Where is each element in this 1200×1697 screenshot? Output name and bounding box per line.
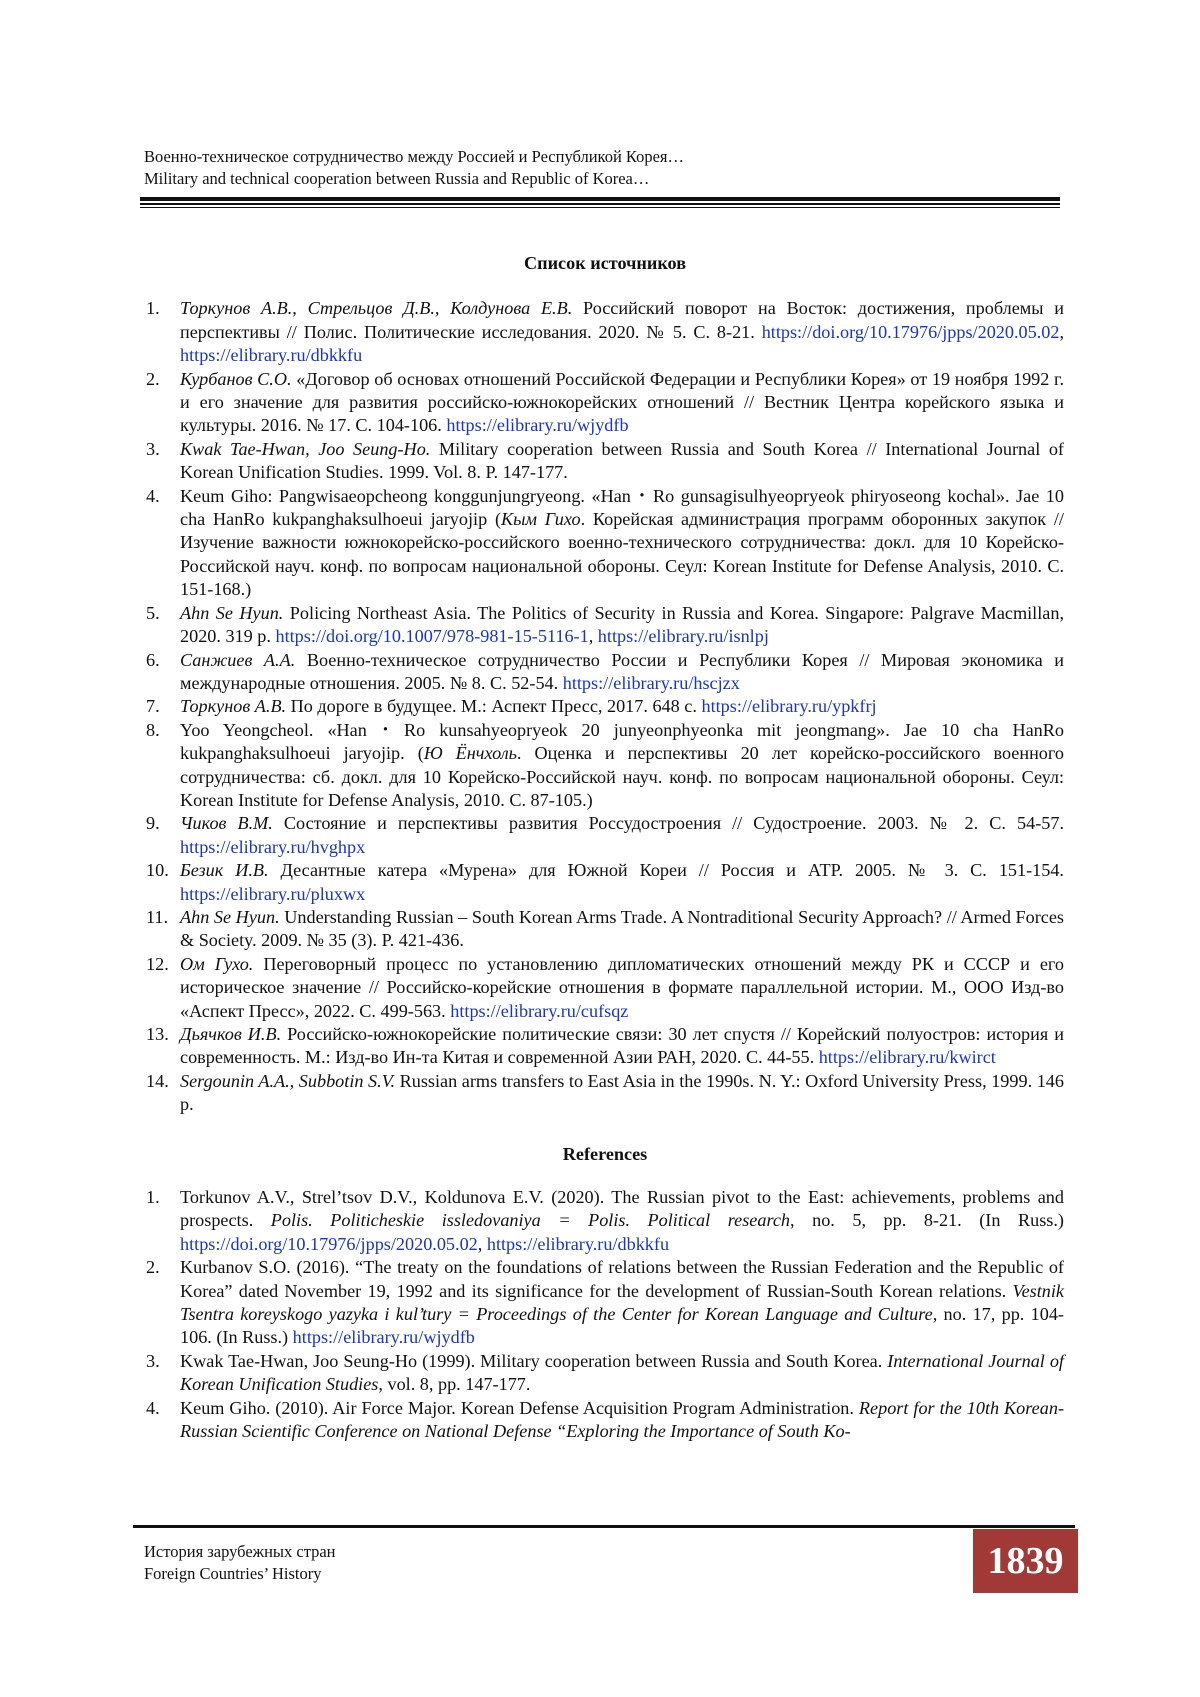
- reference-body: Military cooperation between Russia and South Korea // International Journal of Korean Unification Studies. 1999. Vol. 8. P. 147-177.: [180, 438, 1064, 483]
- reference-text: [180, 486, 1064, 600]
- reference-authors: Дьячков И.В.: [180, 1024, 282, 1044]
- reference-number: 13.: [146, 1024, 169, 1044]
- reference-item: [146, 812, 1064, 859]
- reference-link[interactable]: https://elibrary.ru/kwirct: [818, 1047, 996, 1068]
- reference-text: [180, 1398, 1064, 1441]
- reference-item: [146, 485, 1064, 602]
- reference-number: 2.: [146, 368, 160, 389]
- reference-link[interactable]: https://elibrary.ru/hvghpx: [180, 836, 366, 857]
- reference-text: [180, 650, 1064, 693]
- reference-number: 10.: [146, 860, 169, 881]
- reference-item: [146, 1070, 1064, 1117]
- reference-body: Российский поворот на Восток: достижения, проблемы и перспективы // Полис. Политические исследования. 2020. № 5. С. 8-21.: [180, 298, 1064, 342]
- reference-italic-title: Кым Гихо: [501, 509, 581, 530]
- reference-body: ,: [1059, 321, 1064, 342]
- reference-number: 12.: [146, 953, 169, 974]
- reference-number: 4.: [146, 1397, 160, 1418]
- reference-link[interactable]: https://elibrary.ru/pluxwx: [180, 883, 366, 904]
- reference-link[interactable]: https://elibrary.ru/dbkkfu: [180, 345, 363, 366]
- reference-number: 9.: [146, 813, 160, 834]
- running-head: [144, 146, 1060, 190]
- reference-text: [180, 696, 877, 716]
- reference-item: [146, 719, 1064, 813]
- reference-text: [180, 439, 1064, 482]
- running-head-ru: Военно-техническое сотрудничество между Россией и Республикой Корея…: [144, 147, 685, 166]
- sources-title: Список источников: [523, 253, 687, 273]
- reference-body: , vol. 8, pp. 147-177.: [378, 1374, 531, 1395]
- reference-body: Переговорный процесс по установлению дипломатических отношений между РК и СССР и его историческое значение // Российско-корейские отношения в формате параллельной истории. М., ООО Изд-во «Аспект Пресс», 2022. С. 499-563.: [180, 953, 1064, 1021]
- reference-link[interactable]: https://doi.org/10.1007/978-981-15-5116-1: [275, 626, 589, 647]
- reference-body: ,: [588, 626, 598, 647]
- reference-body: . Оценка и перспективы 20 лет корейско-российского военного сотрудничества: сб. докл. для 10 Корейско-Российской науч. конф. по вопросам национальной обороны. Сеул: Korean Institute for Defense Analysis, 2010. С. 87-105.): [180, 743, 1064, 810]
- reference-body: Keum Giho. (2010). Air Force Major. Korean Defense Acquisition Program Administration.: [180, 1397, 859, 1418]
- reference-authors: Торкунов А.В., Стрельцов Д.В., Колдунова Е.В.: [180, 298, 573, 319]
- reference-item: [146, 297, 1064, 367]
- reference-item: [146, 1023, 1064, 1070]
- reference-italic-title: International Journal of Korean Unification Studies: [180, 1350, 1064, 1395]
- reference-text: [180, 860, 1064, 903]
- reference-number: 2.: [146, 1257, 160, 1278]
- references-list: [146, 1186, 1064, 1443]
- reference-text: [180, 1351, 1064, 1394]
- reference-authors: Санжиев А.А.: [180, 649, 296, 670]
- reference-item: [146, 906, 1064, 953]
- reference-item: [146, 859, 1064, 906]
- reference-link[interactable]: https://elibrary.ru/ypkfrj: [701, 696, 877, 717]
- reference-number: 14.: [146, 1070, 169, 1091]
- reference-link[interactable]: https://doi.org/10.17976/jpps/2020.05.02: [761, 321, 1060, 342]
- reference-text: [180, 954, 1064, 1021]
- reference-text: [180, 1071, 1064, 1114]
- reference-italic-title: Polis. Politicheskie issledovaniya = Polis. Political research: [270, 1210, 791, 1231]
- reference-authors: Курбанов С.О.: [180, 368, 292, 389]
- reference-link[interactable]: https://doi.org/10.17976/jpps/2020.05.02: [180, 1233, 478, 1254]
- reference-body: Военно-техническое сотрудничество России и Республики Корея // Мировая экономика и международные отношения. 2005. № 8. С. 52-54.: [180, 649, 1064, 693]
- reference-link[interactable]: https://elibrary.ru/isnlpj: [597, 626, 769, 647]
- reference-number: 1.: [146, 298, 160, 319]
- page-number-badge: 1839: [973, 1529, 1078, 1593]
- reference-body: , no. 5, pp. 8-21. (In Russ.): [790, 1210, 1064, 1231]
- reference-italic-title: Report for the 10th Korean-Russian Scientific Conference on National Defense “Exploring the Importance of South Ko-: [180, 1397, 1064, 1442]
- reference-authors: Kwak Tae-Hwan, Joo Seung-Ho.: [180, 438, 431, 459]
- reference-link[interactable]: https://elibrary.ru/wjydfb: [292, 1327, 475, 1348]
- header-rule: [140, 197, 1060, 208]
- main-content: [146, 252, 1064, 1444]
- reference-body: Understanding Russian – South Korean Arms Trade. A Nontraditional Security Approach? // Armed Forces & Society. 2009. № 35 (3). P. 421-436.: [180, 906, 1065, 951]
- reference-body: Состояние и перспективы развития Россудостроения // Судостроение. 2003. № 2. С. 54-57.: [272, 813, 1064, 834]
- reference-body: , no. 17, pp. 104-106. (In Russ.): [180, 1304, 1064, 1348]
- reference-number: 8.: [146, 719, 160, 740]
- reference-link[interactable]: https://elibrary.ru/cufsqz: [450, 1000, 629, 1021]
- reference-number: 6.: [146, 649, 160, 670]
- reference-body: Keum Giho: Pangwisaeopcheong konggunjungryeong. «Han・Ro gunsagisulhyeopryeok phiryoseong kochal». Jae 10 cha HanRo kukpanghaksulhoeui jaryojip (: [180, 485, 1064, 530]
- reference-body: Policing Northeast Asia. The Politics of Security in Russia and Korea. Singapore: Palgrave Macmillan, 2020. 319 p.: [180, 602, 1064, 647]
- reference-item: [146, 649, 1064, 696]
- reference-item: [146, 438, 1064, 485]
- reference-italic-title: Vestnik Tsentra koreyskogo yazyka i kul’tury = Proceedings of the Center for Korean Language and Culture: [180, 1280, 1064, 1325]
- running-head-en: Military and technical cooperation between Russia and Republic of Korea…: [144, 169, 650, 188]
- references-title: References: [562, 1143, 648, 1164]
- reference-text: [180, 1024, 1064, 1067]
- reference-body: Torkunov A.V., Strel’tsov D.V., Koldunova E.V. (2020). The Russian pivot to the East: achievements, problems and prospects.: [180, 1187, 1064, 1231]
- reference-authors: Ом Гухо.: [180, 953, 254, 974]
- reference-text: [180, 813, 1064, 856]
- reference-text: [180, 603, 1064, 646]
- reference-body: . Корейская администрация программ оборонных закупок // Изучение важности южнокорейско-российского военно-технического сотрудничества: докл. для 10 Корейско-Российской науч. конф. по вопросам национальной обороны. Сеул: Korean Institute for Defense Analysis, 2010. С. 151-168.): [180, 509, 1064, 600]
- reference-body: По дороге в будущее. М.: Аспект Пресс, 2017. 648 с.: [286, 696, 702, 717]
- reference-item: [146, 953, 1064, 1023]
- reference-authors: Sergounin A.A., Subbotin S.V.: [180, 1070, 396, 1091]
- reference-italic-title: Ю Ёнчхоль: [423, 743, 517, 764]
- reference-body: Russian arms transfers to East Asia in the 1990s. N. Y.: Oxford University Press, 1999. 146 p.: [180, 1070, 1064, 1115]
- reference-authors: Ahn Se Hyun.: [180, 906, 280, 927]
- reference-text: [180, 369, 1064, 436]
- footer-journal-en: Foreign Countries’ History: [144, 1564, 322, 1583]
- footer-journal-ru: История зарубежных стран: [144, 1542, 336, 1561]
- reference-number: 3.: [146, 1350, 160, 1371]
- reference-number: 3.: [146, 438, 160, 459]
- reference-number: 7.: [146, 696, 160, 717]
- reference-link[interactable]: https://elibrary.ru/wjydfb: [446, 415, 629, 436]
- reference-text: [180, 298, 1064, 365]
- footer-journal: [144, 1541, 336, 1585]
- reference-item: [146, 1397, 1064, 1444]
- reference-link[interactable]: https://elibrary.ru/hscjzx: [562, 672, 740, 693]
- reference-text: [180, 1257, 1064, 1347]
- footer-rule: [133, 1525, 1075, 1528]
- reference-item: [146, 695, 1064, 718]
- reference-authors: Торкунов А.В.: [180, 696, 287, 717]
- reference-text: [180, 1187, 1064, 1254]
- reference-body: Kurbanov S.O. (2016). “The treaty on the foundations of relations between the Russian Federation and the Republic of Korea” dated November 19, 1992 and its significance for the development of Russian-South Korean relations.: [180, 1257, 1064, 1301]
- reference-text: [180, 720, 1064, 810]
- reference-authors: Ahn Se Hyun.: [180, 602, 284, 623]
- reference-body: Yoo Yeongcheol. «Han・Ro kunsahyeopryeok 20 junyeonphyeonka mit jeongmang». Jae 10 cha HanRo kukpanghaksulhoeui jaryojip. (: [180, 719, 1064, 764]
- reference-authors: Чиков В.М.: [180, 813, 273, 834]
- reference-body: Российско-южнокорейские политические связи: 30 лет спустя // Корейский полуостров: история и современность. М.: Изд-во Ин-та Китая и современной Азии РАН, 2020. С. 44-55.: [180, 1024, 1064, 1068]
- reference-text: [180, 907, 1064, 950]
- reference-item: [146, 1186, 1064, 1256]
- reference-number: 1.: [146, 1187, 160, 1208]
- reference-body: Десантные катера «Мурена» для Южной Кореи // Россия и АТР. 2005. № 3. С. 151-154.: [268, 860, 1064, 881]
- sources-list: [146, 297, 1064, 1116]
- reference-body: «Договор об основах отношений Российской Федерации и Республики Корея» от 19 ноября 1992 г. и его значение для развития российско-южнокорейских отношений // Вестник Центра корейского языка и культуры. 2016. № 17. С. 104-106.: [180, 368, 1064, 436]
- reference-item: [146, 1256, 1064, 1350]
- reference-body: ,: [477, 1233, 487, 1254]
- reference-item: [146, 602, 1064, 649]
- reference-number: 5.: [146, 602, 160, 623]
- reference-link[interactable]: https://elibrary.ru/dbkkfu: [486, 1233, 670, 1254]
- reference-item: [146, 1350, 1064, 1397]
- reference-authors: Безик И.В.: [180, 860, 269, 881]
- reference-body: Kwak Tae-Hwan, Joo Seung-Ho (1999). Military cooperation between Russia and South Korea.: [180, 1350, 888, 1371]
- reference-number: 11.: [146, 906, 169, 927]
- reference-item: [146, 368, 1064, 438]
- reference-number: 4.: [146, 485, 160, 506]
